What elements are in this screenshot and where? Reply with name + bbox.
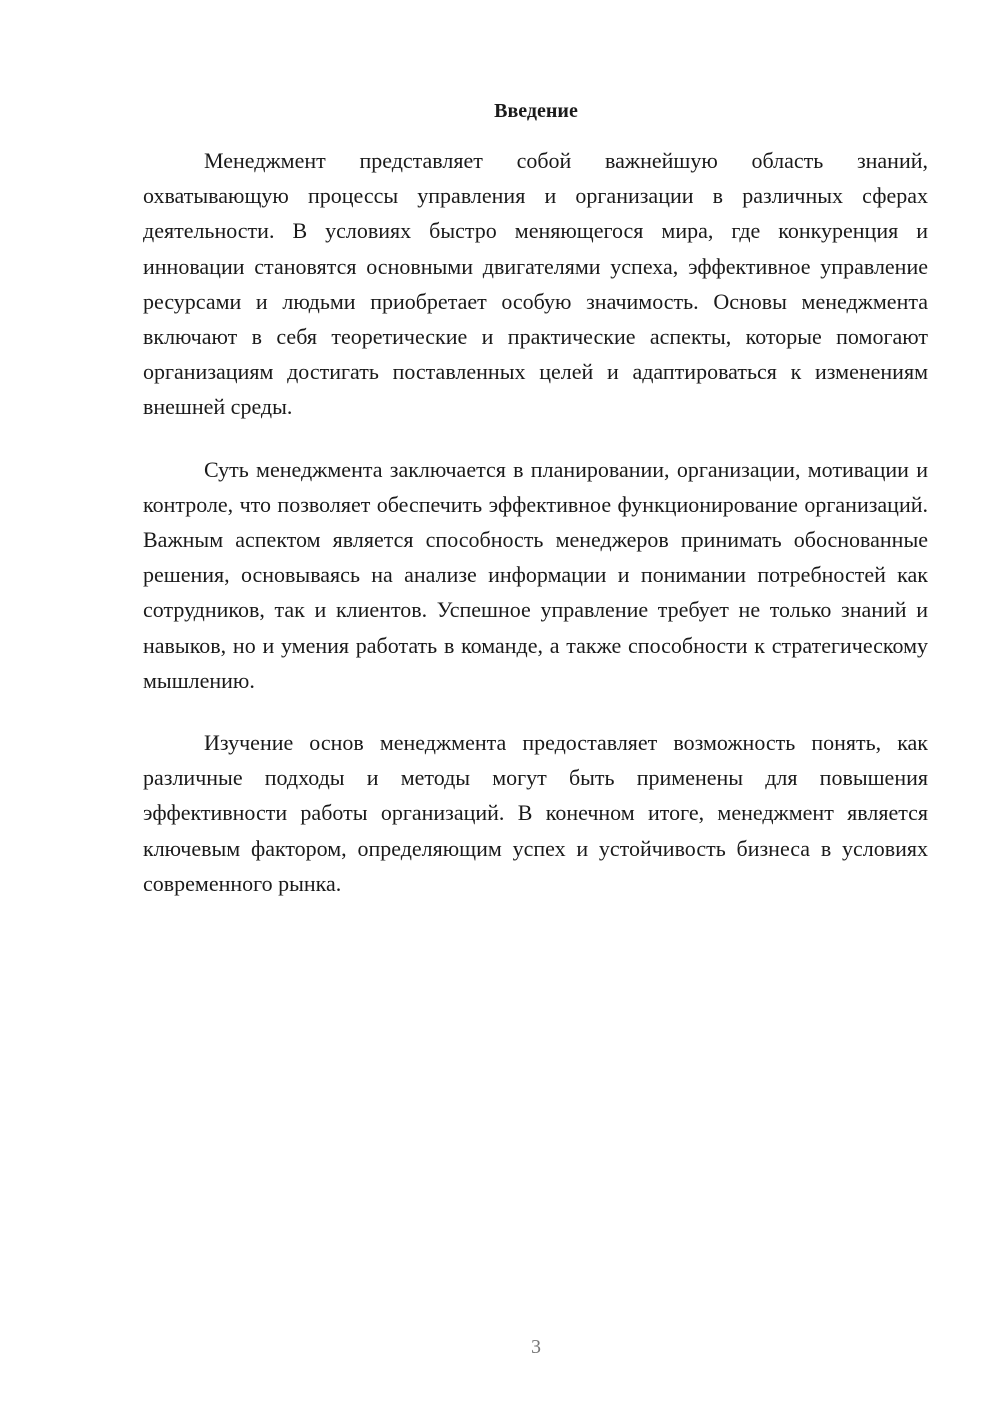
body-text bbox=[143, 143, 928, 928]
page-number: 3 bbox=[531, 1336, 541, 1358]
paragraph-1: Менеджмент представляет собой важнейшую область знаний, охватывающую процессы управления и организации в различных сферах деятельности. В условиях быстро меняющегося мира, где конкуренция и инновации становятся основными двигателями успеха, эффективное управление ресурсами и людьми приобретает особую значимость. Основы менеджмента включают в себя теоретические и практические аспекты, которые помогают организациям достигать поставленных целей и адаптироваться к изменениям внешней среды. bbox=[143, 148, 928, 420]
paragraph-3: Изучение основ менеджмента предоставляет возможность понять, как различные подходы и методы могут быть применены для повышения эффективности работы организаций. В конечном итоге, менеджмент является ключевым фактором, определяющим успех и устойчивость бизнеса в условиях современного рынка. bbox=[143, 730, 928, 896]
section-title: Введение bbox=[494, 100, 578, 122]
paragraph-2: Суть менеджмента заключается в планировании, организации, мотивации и контроле, что позволяет обеспечить эффективное функционирование организаций. Важным аспектом является способность менеджеров принимать обоснованные решения, основываясь на анализе информации и понимании потребностей как сотрудников, так и клиентов. Успешное управление требует не только знаний и навыков, но и умения работать в команде, а также способности к стратегическому мышлению. bbox=[143, 456, 928, 693]
